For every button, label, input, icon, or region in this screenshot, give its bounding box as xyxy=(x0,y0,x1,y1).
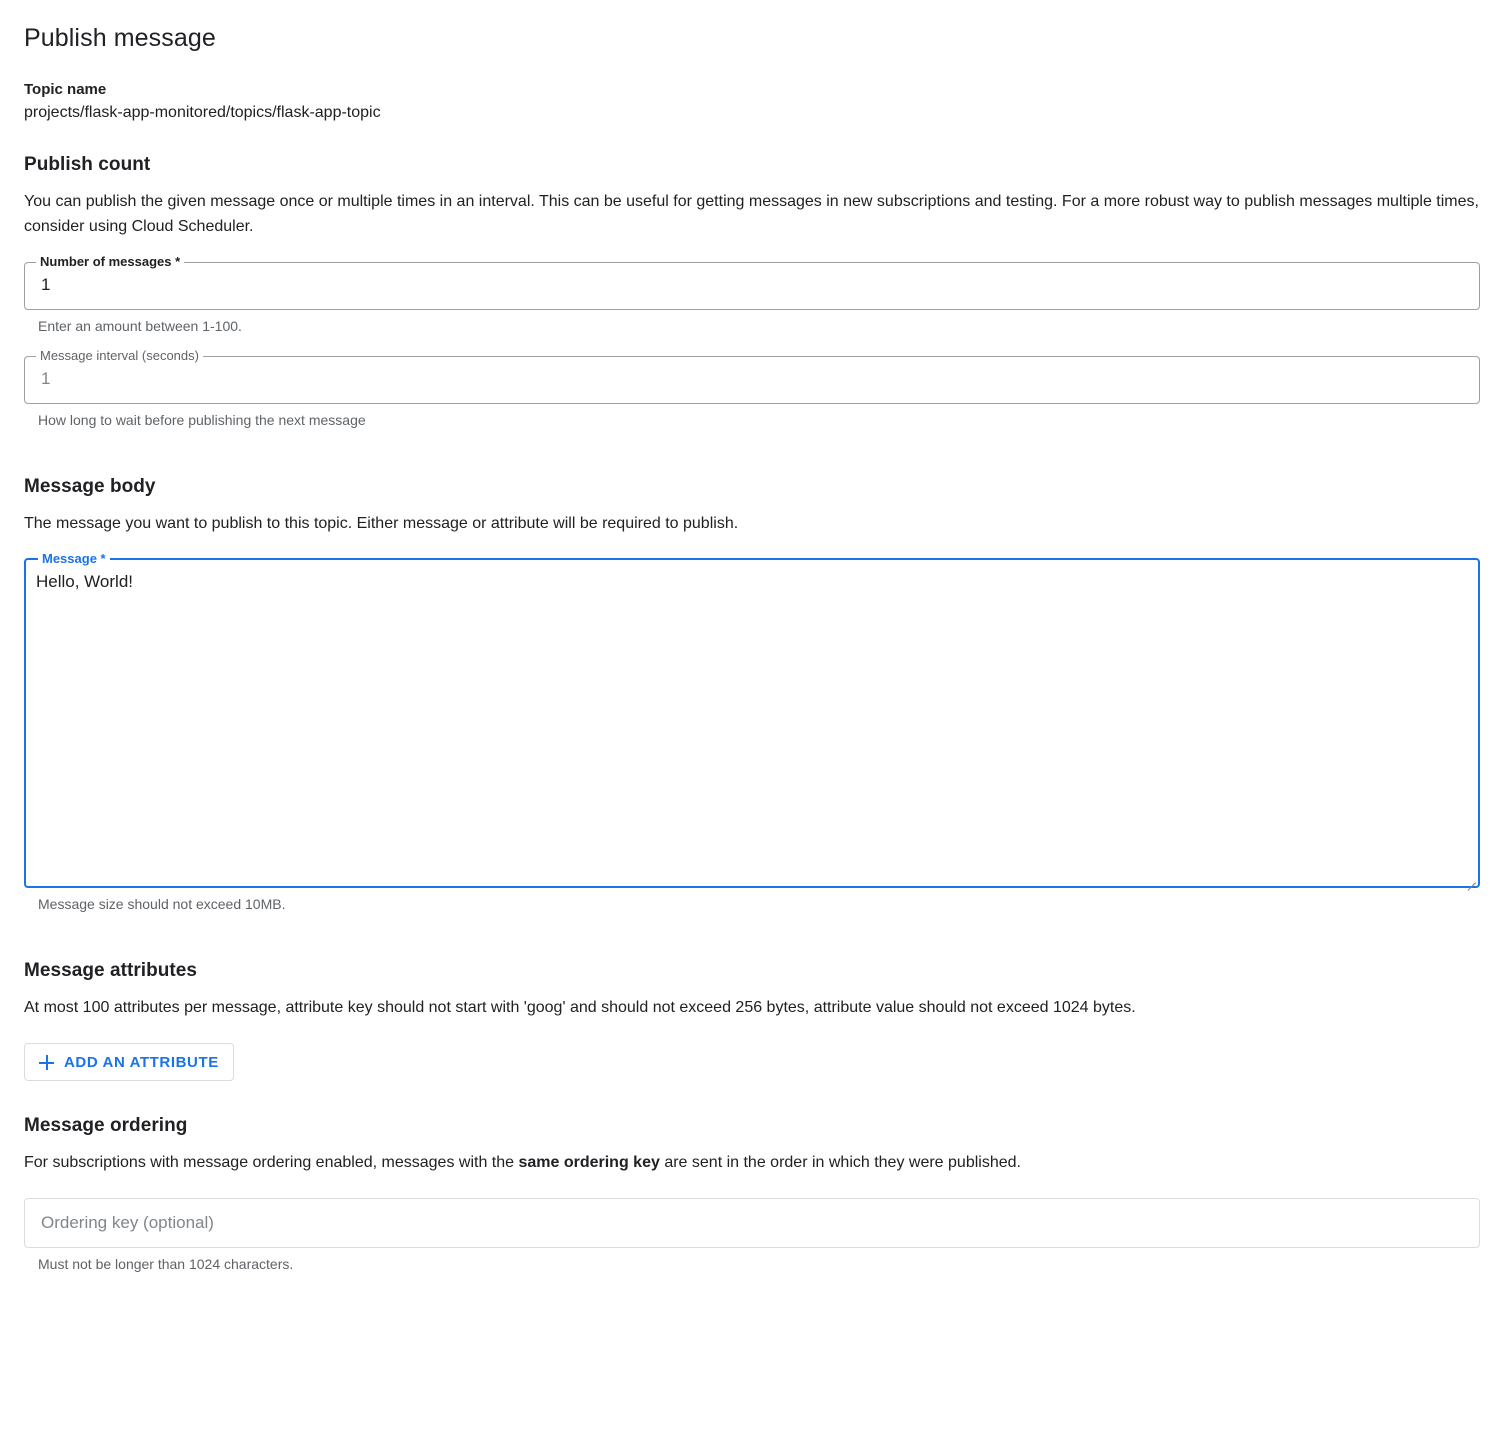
message-attributes-description: At most 100 attributes per message, attribute key should not start with 'goog' and should not exceed 256 bytes, attribute value should not exceed 1024 bytes. xyxy=(24,999,1136,1017)
message-ordering-heading: Message ordering xyxy=(24,1115,188,1137)
message-interval-input-box[interactable] xyxy=(24,347,1480,404)
ordering-key-field[interactable] xyxy=(24,1198,1480,1248)
message-textarea-helper: Message size should not exceed 10MB. xyxy=(38,896,286,913)
publish-count-description: You can publish the given message once or multiple times in an interval. This can be useful for getting messages in new subscriptions and testing. For a more robust way to publish messages multiple times, consider using Cloud Scheduler. xyxy=(24,193,1479,235)
message-textarea-value: Hello, World! xyxy=(36,572,133,592)
spacer xyxy=(24,1081,1480,1115)
ordering-key-placeholder: Ordering key (optional) xyxy=(41,1212,214,1232)
message-ordering-desc-part2: are sent in the order in which they were published. xyxy=(659,1154,1021,1172)
message-ordering-desc-part1: For subscriptions with message ordering enabled, messages with the xyxy=(24,1154,519,1172)
topic-name-value: projects/flask-app-monitored/topics/flask-app-topic xyxy=(24,104,381,121)
resize-handle-icon[interactable] xyxy=(1464,872,1476,884)
message-ordering-description xyxy=(24,1151,1480,1176)
message-textarea-field[interactable] xyxy=(24,551,1480,888)
topic-name-label: Topic name xyxy=(24,81,107,98)
number-of-messages-label: Number of messages * xyxy=(36,254,184,270)
number-of-messages-field[interactable] xyxy=(24,253,1480,310)
message-interval-placeholder: 1 xyxy=(41,368,51,388)
number-of-messages-value: 1 xyxy=(41,274,51,294)
number-of-messages-helper: Enter an amount between 1-100. xyxy=(38,317,242,334)
message-body-description: The message you want to publish to this topic. Either message or attribute will be required to publish. xyxy=(24,514,739,532)
page-title: Publish message xyxy=(24,24,216,52)
message-interval-label: Message interval (seconds) xyxy=(36,348,203,364)
message-interval-field[interactable] xyxy=(24,347,1480,404)
message-ordering-desc-bold: same ordering key xyxy=(518,1154,660,1172)
message-attributes-heading: Message attributes xyxy=(24,960,198,982)
number-of-messages-input-box[interactable] xyxy=(24,253,1480,310)
publish-count-heading: Publish count xyxy=(24,154,151,175)
spacer xyxy=(24,934,1480,960)
message-interval-helper: How long to wait before publishing the next message xyxy=(38,411,366,428)
message-body-heading: Message body xyxy=(24,475,156,497)
message-textarea-box[interactable] xyxy=(24,551,1480,888)
spacer xyxy=(24,450,1480,476)
plus-icon xyxy=(39,1055,54,1070)
message-textarea-label: Message * xyxy=(38,551,110,567)
add-an-attribute-label: ADD AN ATTRIBUTE xyxy=(64,1053,219,1071)
ordering-key-helper: Must not be longer than 1024 characters. xyxy=(38,1255,294,1272)
add-an-attribute-button[interactable] xyxy=(24,1043,234,1081)
ordering-key-input-box[interactable] xyxy=(24,1198,1480,1248)
